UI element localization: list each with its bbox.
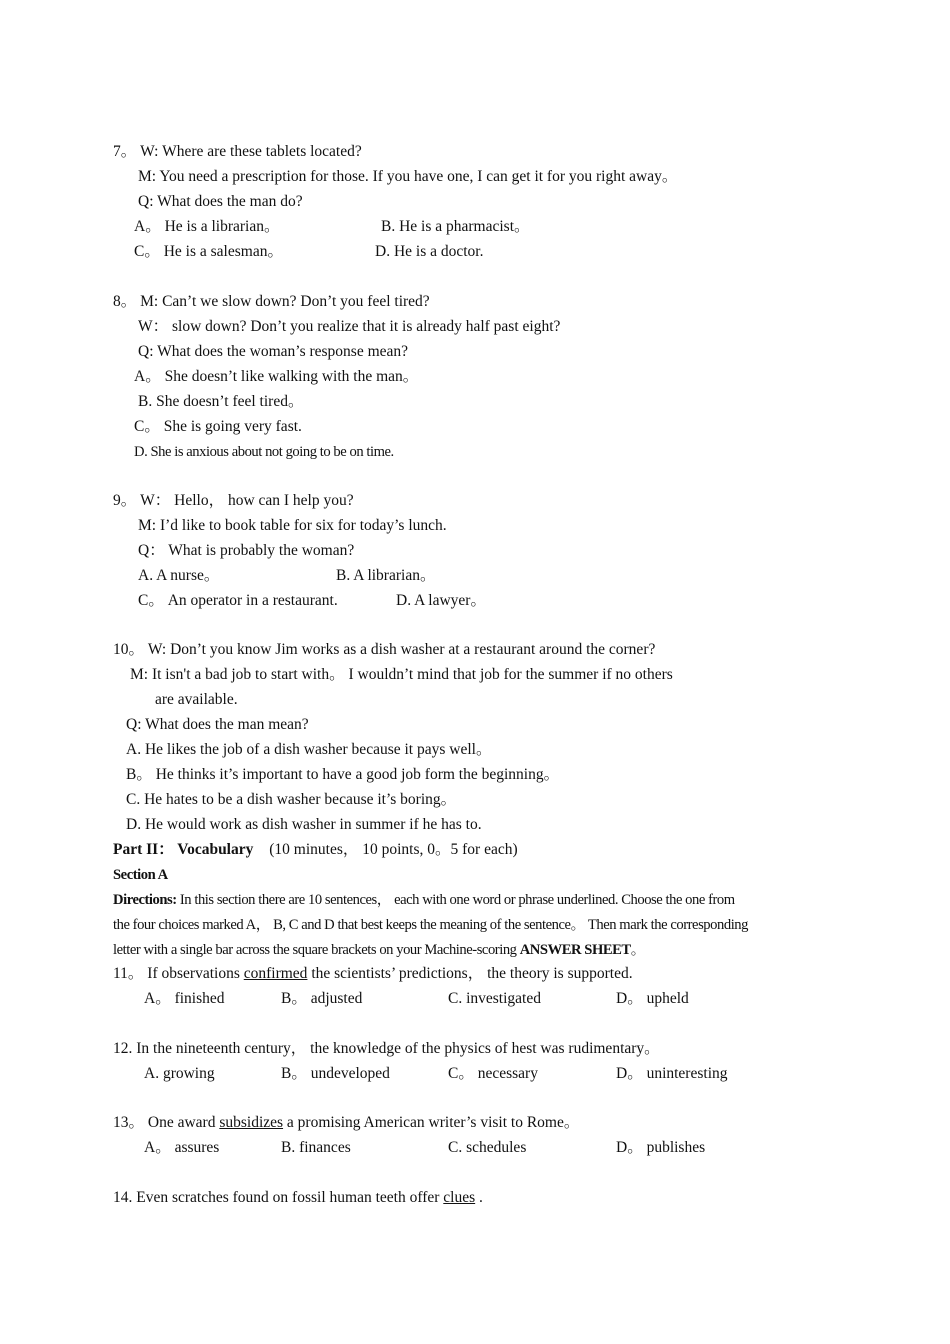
q14-post: . <box>475 1189 483 1206</box>
q11-post: the scientists’ predictions， the theory is supported. <box>307 965 633 982</box>
q13-stem <box>113 1113 579 1133</box>
q14-stem <box>113 1188 483 1208</box>
q10-line2: M: It isn't a bad job to start with。 I wouldn’t mind that job for the summer if no others <box>130 666 673 683</box>
q9-question: Q： What is probably the woman? <box>138 542 355 559</box>
q10-option-b: B。 He thinks it’s important to have a good job form the beginning。 <box>126 766 560 783</box>
q12-stem: 12. In the nineteenth century， the knowledge of the physics of hest was rudimentary。 <box>113 1040 660 1057</box>
q10-line3: are available. <box>155 691 238 708</box>
q13-option-a: A。 assures <box>144 1139 220 1156</box>
q13-post: a promising American writer’s visit to Rome。 <box>283 1114 580 1131</box>
q10-option-d: D. He would work as dish washer in summer if he has to. <box>126 816 482 833</box>
directions-line1 <box>113 890 735 910</box>
directions-text-1: In this section there are 10 sentences， each with one word or phrase underlined. Choose the one from <box>176 892 735 908</box>
q9-option-d: D. A lawyer。 <box>396 592 486 609</box>
q14-underlined-word: clues <box>443 1189 476 1206</box>
q9-line1: 9。 W： Hello， how can I help you? <box>113 492 354 509</box>
q13-pre: 13。 One award <box>113 1114 220 1131</box>
q9-option-a: A. A nurse。 <box>138 567 220 584</box>
q8-line2: W： slow down? Don’t you realize that it is already half past eight? <box>138 318 561 335</box>
q7-question: Q: What does the man do? <box>138 193 303 210</box>
q13-option-c: C. schedules <box>448 1139 527 1156</box>
q8-line1: 8。 M: Can’t we slow down? Don’t you feel tired? <box>113 293 430 310</box>
part2-title: Part II： Vocabulary <box>113 841 254 858</box>
q12-option-a: A. growing <box>144 1065 215 1082</box>
q8-option-b: B. She doesn’t feel tired。 <box>138 393 304 410</box>
q7-line1: 7。 W: Where are these tablets located? <box>113 143 362 160</box>
q12-option-d: D。 uninteresting <box>616 1065 728 1082</box>
q9-line2: M: I’d like to book table for six for today’s lunch. <box>138 517 447 534</box>
q8-question: Q: What does the woman’s response mean? <box>138 343 409 360</box>
part2-info: (10 minutes， 10 points, 0。5 for each) <box>269 841 518 858</box>
q9-option-c: C。 An operator in a restaurant. <box>138 592 338 609</box>
section-a-title: Section A <box>113 867 168 883</box>
directions-text-3: letter with a single bar across the square brackets on your Machine-scoring <box>113 942 520 958</box>
q11-option-c: C. investigated <box>448 990 541 1007</box>
q10-question: Q: What does the man mean? <box>126 716 309 733</box>
q10-option-c: C. He hates to be a dish washer because it’s boring。 <box>126 791 457 808</box>
q8-option-a: A。 She doesn’t like walking with the man。 <box>134 368 419 385</box>
directions-end: 。 <box>630 942 645 958</box>
q11-underlined-word: confirmed <box>243 965 308 982</box>
q10-option-a: A. He likes the job of a dish washer because it pays well。 <box>126 741 492 758</box>
q10-line1: 10。 W: Don’t you know Jim works as a dish washer at a restaurant around the corner? <box>113 641 656 658</box>
q11-option-a: A。 finished <box>144 990 225 1007</box>
q12-option-c: C。 necessary <box>448 1065 538 1082</box>
directions-line2: the four choices marked A， B, C and D that best keeps the meaning of the sentence。 Then mark the corresponding <box>113 917 748 933</box>
answer-sheet-label: ANSWER SHEET <box>519 942 631 958</box>
q9-option-b: B. A librarian。 <box>336 567 436 584</box>
q11-stem <box>113 964 633 984</box>
q13-option-d: D。 publishes <box>616 1139 706 1156</box>
q14-pre: 14. Even scratches found on fossil human teeth offer <box>113 1189 444 1206</box>
directions-line3 <box>113 940 645 960</box>
directions-label: Directions: <box>113 892 177 908</box>
q11-option-b: B。 adjusted <box>281 990 363 1007</box>
q7-line2: M: You need a prescription for those. If you have one, I can get it for you right away。 <box>138 168 678 185</box>
q7-option-a: A。 He is a librarian。 <box>134 218 280 235</box>
q13-underlined-word: subsidizes <box>219 1114 284 1131</box>
q7-option-c: C。 He is a salesman。 <box>134 243 283 260</box>
part2-heading <box>113 840 518 860</box>
q12-option-b: B。 undeveloped <box>281 1065 390 1082</box>
q11-option-d: D。 upheld <box>616 990 689 1007</box>
q8-option-c: C。 She is going very fast. <box>134 418 302 435</box>
q8-option-d: D. She is anxious about not going to be on time. <box>134 444 394 460</box>
q11-pre: 11。 If observations <box>113 965 244 982</box>
q7-option-b: B. He is a pharmacist。 <box>381 218 530 235</box>
q13-option-b: B. finances <box>281 1139 351 1156</box>
q7-option-d: D. He is a doctor. <box>375 243 484 260</box>
